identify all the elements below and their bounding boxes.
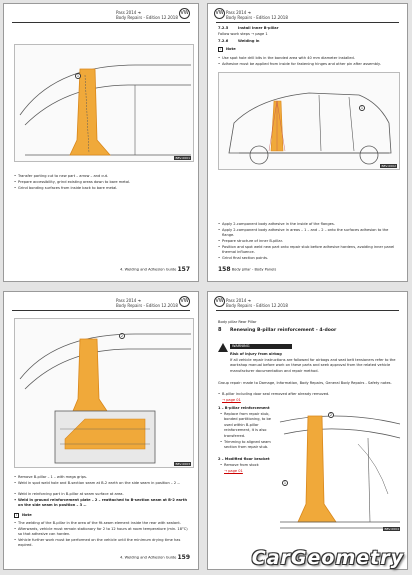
vehicle-body-figure	[218, 72, 400, 170]
b-pillar-reinforcement-drawing	[278, 404, 402, 532]
step-bullet: • Weld in reinforcing part in B-pillar at seam surface at area.	[18, 492, 190, 497]
warning-text: If all vehicle repair instructions are followed for airbags and seat belt tensioners refer to the workshop manual before work on these parts and seek approval from the related vehicle manufacturer documentation and repair method.	[230, 358, 396, 373]
step-bullet: • Grind bonding surfaces from inside back to bare metal.	[18, 186, 188, 191]
vehicle-body-drawing	[219, 73, 399, 169]
vw-logo-icon: VW	[214, 296, 225, 307]
list-title: 1 – B-pillar reinforcement	[218, 406, 270, 410]
step-bullet: • Apply 2-component body adhesive in areas – 1 – and – 2 – onto the surfaces adhesion to the flange.	[222, 228, 400, 239]
figure-code: B8V-0001	[175, 156, 190, 160]
page-header	[226, 298, 288, 308]
manual-page-3	[3, 291, 199, 570]
header-rule	[216, 22, 399, 23]
page-link[interactable]: → page 01	[224, 469, 243, 473]
note-bullet: • Vehicle further work must be performed on the vehicle until the minimum drying time has expired.	[18, 538, 190, 549]
intro-bullet: • B-pillar including door seal removed after already removed.	[222, 392, 400, 397]
page-number: 159	[177, 554, 190, 561]
vw-logo-icon: VW	[214, 8, 225, 19]
figure-callout: 2	[329, 413, 333, 417]
page-footer	[120, 554, 190, 561]
section-number: 7.2.5	[218, 26, 229, 30]
header-title: Pass 2014 ➜	[116, 298, 141, 303]
note-icon: i	[14, 513, 19, 518]
step-bullet: • Weld in spot weld hole and B-section seam at B-2 earth on the side seam in position – 2 –.	[18, 481, 190, 486]
header-subtitle: Body Repairs - Edition 12.2018	[226, 303, 288, 308]
b-pillar-figure	[14, 44, 194, 162]
b-pillar-detail-drawing	[15, 319, 193, 467]
manual-page-1	[3, 3, 199, 282]
header-title: Pass 2014 ➜	[226, 298, 251, 303]
page-link[interactable]: → page 01	[222, 398, 241, 402]
warning-label: WARNING	[230, 344, 292, 349]
page-footer	[120, 266, 190, 273]
b-pillar-detail-figure	[14, 318, 194, 468]
step-bullet: • Position and spot weld new part onto repair stub before adhesive hardens, avoiding inner panel thermal influence.	[222, 245, 400, 256]
step-bullet: • Prepare accessibility, grind existing areas down to bare metal.	[18, 180, 188, 185]
b-pillar-drawing	[15, 45, 193, 161]
manual-page-2	[207, 3, 408, 282]
step-bullet: • Transfer parting cut to new part – arrow – and cut.	[18, 174, 188, 179]
section-number: 7.2.6	[218, 39, 229, 43]
figure-callout: 1	[76, 74, 80, 78]
highlighted-pillar-area	[73, 339, 107, 411]
footer-label: Body pillar - Body Panels	[231, 267, 277, 272]
header-subtitle: Body Repairs - Edition 12.2018	[226, 15, 288, 20]
page-footer	[218, 266, 276, 273]
vw-logo-icon: VW	[179, 296, 190, 307]
header-rule	[12, 22, 190, 23]
page-header	[116, 298, 178, 308]
warning-title: Risk of injury from airbag	[230, 352, 282, 356]
highlighted-pillar-area	[298, 416, 336, 522]
footer-label: 4. Welding and Adhesion Guide	[120, 267, 177, 272]
list-item: • Replace from repair stub, bonded partitioning, to be used within B-pillar reinforcement, it is also transferred.	[224, 412, 274, 439]
header-subtitle: Body Repairs - Edition 12.2018	[116, 303, 178, 308]
figure-code: B8V-0003	[175, 462, 190, 466]
section-title: Install Inner B-pillar	[238, 26, 279, 30]
page-number: 158	[218, 266, 231, 273]
note-bullet: • Use spot hole drill bits in the bonded area with 40 mm diameter installed.	[222, 56, 402, 61]
step-bullet: • Remove B-pillar – 1 – with mega grips.	[18, 475, 190, 480]
figure-callout: 1	[360, 106, 364, 110]
step-bullet: • Apply 2-component body adhesive in the inside of the flanges.	[222, 222, 400, 227]
highlighted-pillar-area	[70, 69, 110, 155]
figure-callout: 1	[283, 481, 287, 485]
note-bullet: • Adhesive must be applied from inside for fastening hinges and other pin after assembly.	[222, 62, 402, 67]
note-bullet: • Afterwards, vehicle must remain stationary for 2 to 12 hours at room temperature (min. 18°C) so that adhesive can harden.	[18, 527, 190, 538]
list-title: 2 – Modified floor bracket	[218, 457, 270, 461]
section-title: Renewing B-pillar reinforcement - 4-door	[230, 328, 337, 333]
step-bullet: • Prepare structure of inner B-pillar.	[222, 239, 400, 244]
vw-logo-icon: VW	[179, 8, 190, 19]
manual-page-4	[207, 291, 408, 570]
figure-code: B8V-0004	[384, 527, 399, 531]
note-label: Note	[22, 513, 32, 517]
b-pillar-reinforcement-figure	[278, 404, 402, 532]
list-item: • Trimming to aligned seam section from repair stub.	[224, 440, 274, 451]
section-number: 8	[218, 327, 222, 333]
footer-label: 4. Welding and Adhesion Guide	[120, 555, 177, 560]
header-rule	[12, 310, 190, 311]
figure-callout: 2	[120, 334, 124, 338]
note-bullet: • The welding of the B-pillar in the area of the fit-seam element inside the rear with sealant.	[18, 521, 190, 526]
page-number: 157	[177, 266, 190, 273]
header-title: Pass 2014 ➜	[226, 10, 251, 15]
note-label: Note	[226, 47, 236, 51]
step-bullet-bold: • Weld in ground reinforcement plate – 2 – reattached to B-section seam at B-2 earth on the side seam in position – 3 –.	[18, 498, 190, 509]
warning-icon	[218, 343, 228, 352]
page-header	[226, 10, 288, 20]
figure-code: B8V-0002	[381, 164, 396, 168]
section-title: Welding in	[238, 39, 260, 43]
intro-text: Group repair: made to Damage, Information, Body Repairs, General Body Repairs - Safety notes.	[218, 381, 392, 385]
header-rule	[216, 310, 399, 311]
step-bullet: • Grind final section points.	[222, 256, 400, 261]
site-watermark: CarGeometry	[251, 547, 404, 569]
note-icon: i	[218, 47, 223, 52]
header-subtitle: Body Repairs - Edition 12.2018	[116, 15, 178, 20]
page-header	[116, 10, 178, 20]
section-reference: Body pillar Rear Pillar	[218, 320, 257, 324]
header-title: Pass 2014 ➜	[116, 10, 141, 15]
list-item: • Remove from stock	[224, 463, 274, 468]
section-subtitle: Follow work steps → page 1	[218, 32, 268, 36]
